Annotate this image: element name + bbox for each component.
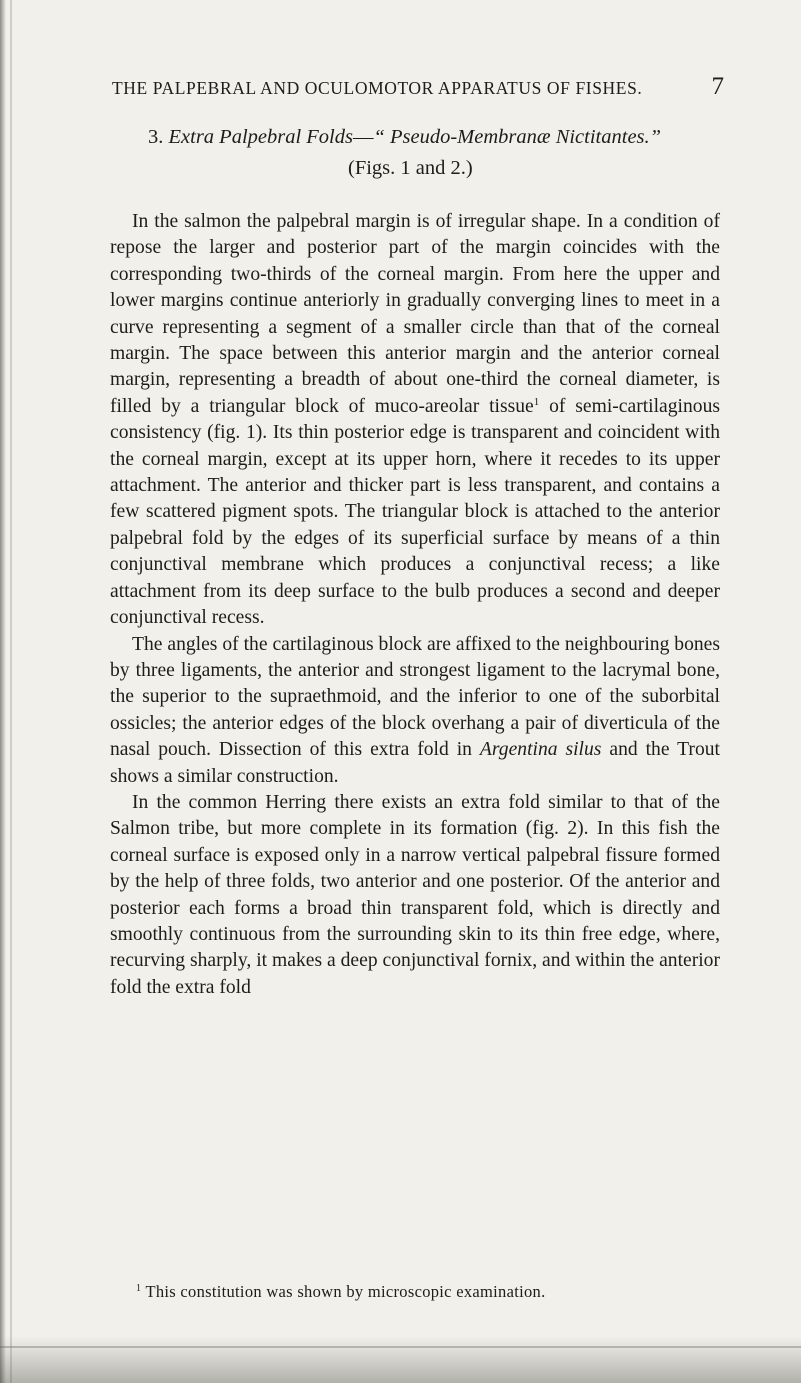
page-spine-edge xyxy=(0,0,6,1383)
section-title: Extra Palpebral Folds xyxy=(168,126,353,148)
footnote xyxy=(136,1282,736,1302)
paragraph-1-text-b: of semi-cartilaginous consistency (fig. 1). Its thin posterior edge is transparent and coincident with the corneal margin, except at its upper horn, where it recedes to its upper attachment. The anterior and thicker part is less transparent, and contains a few scattered pigment spots. The triangular block is attached to the anterior palpebral fold by the edges of its superficial surface by means of a thin conjunctival membrane which produces a conjunctival recess; a like attachment from its deep surface to the bulb produces a second and deeper conjunctival recess. xyxy=(110,395,721,629)
footnote-text: This constitution was shown by microscopic examination. xyxy=(141,1282,546,1301)
paragraph-2-text-b: and the Trout shows a similar construction. xyxy=(110,739,720,787)
page-spine-line xyxy=(10,0,12,1383)
section-heading xyxy=(148,126,661,149)
section-latin-title: “ Pseudo-Membranæ Nictitantes.” xyxy=(373,126,662,148)
paragraph-3: In the common Herring there exists an extra fold similar to that of the Salmon tribe, but more complete in its formation (fig. 2). In this fish the corneal surface is exposed only in a narrow vertical palpebral fissure formed by the help of three folds, two anterior and one posterior. Of the anterior and posterior each forms a broad thin transparent fold, which is directly and smoothly continuous from the surrounding skin to its thin free edge, where, recurving sharply, it makes a deep conjunctival fornix, and within the anterior fold the extra fold xyxy=(110,791,720,998)
paragraph-1-text-a: In the salmon the palpebral margin is of irregular shape. In a condition of repose the larger and posterior part of the margin coincides with the corresponding two-thirds of the corneal margin. From here the upper and lower margins continue anteriorly in gradually converging lines to meet in a curve representing a segment of a smaller circle than that of the corneal margin. The space between this anterior margin and the anterior corneal margin, representing a breadth of about one-third the corneal diameter, is filled by a triangular block of muco-areolar tissue xyxy=(110,211,720,417)
paragraph-2-text-a: The angles of the cartilaginous block are affixed to the neighbouring bones by three ligaments, the anterior and strongest ligament to the lacrymal bone, the superior to the supraethmoid, and the inferior to one of the suborbital ossicles; the anterior edges of the block overhang a pair of diverticula of the nasal pouch. Dissection of this extra fold in xyxy=(110,633,720,761)
footnote-reference: 1 xyxy=(533,395,540,408)
species-name: Argentina silus xyxy=(479,739,602,761)
figure-reference: (Figs. 1 and 2.) xyxy=(348,157,473,179)
footnote-mark: 1 xyxy=(136,1283,142,1294)
page-number: 7 xyxy=(711,73,724,100)
running-title: THE PALPEBRAL AND OCULOMOTOR APPARATUS OF FISHES. xyxy=(112,78,643,98)
paragraph-1 xyxy=(110,209,720,632)
section-number: 3. xyxy=(148,126,164,148)
body-text xyxy=(110,209,720,1001)
scan-shadow xyxy=(0,1336,801,1383)
running-header xyxy=(112,73,724,106)
paragraph-2 xyxy=(110,632,720,790)
section-dash: — xyxy=(352,126,374,148)
